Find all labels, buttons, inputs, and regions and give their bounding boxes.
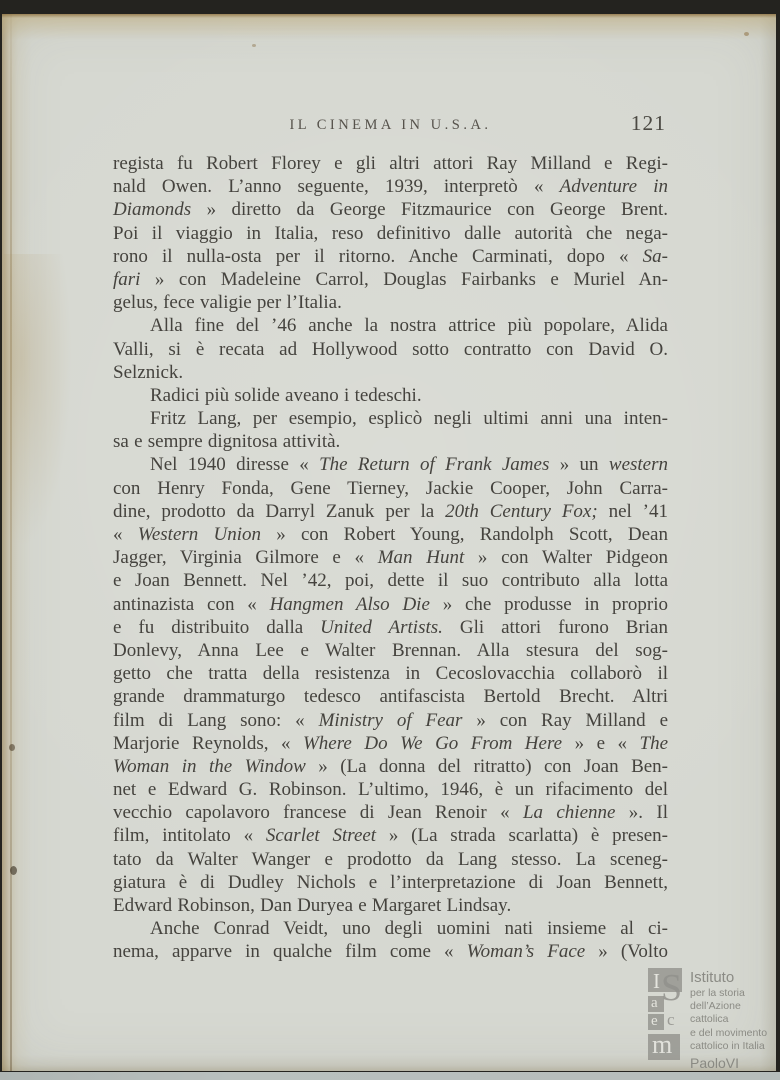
italic-text-segment: Woman’s Face — [466, 941, 586, 963]
text-segment: Nel 1940 diresse « — [150, 454, 320, 476]
text-segment: » con Robert Young, Randolph Scott, Dean — [261, 524, 668, 545]
text-segment: net e Edward G. Robinson. L’ultimo, 1946, è un rifacimento del — [113, 779, 668, 801]
monogram-letter: I — [653, 969, 660, 993]
italic-text-segment: Sa- — [642, 245, 668, 267]
text-segment: » (Volto — [585, 941, 668, 963]
text-segment: con Henry Fonda, Gene Tierney, Jackie Cooper, John Carra- — [113, 477, 668, 499]
text-segment: getto che tratta della resistenza in Cecoslovacchia collaborò il — [113, 663, 668, 685]
italic-text-segment: Adventure in — [559, 176, 669, 198]
text-segment: » e « — [562, 732, 640, 754]
text-line — [113, 709, 668, 732]
text-line — [113, 268, 668, 291]
text-line — [113, 152, 668, 175]
text-segment: ». Il — [615, 802, 669, 824]
text-line — [113, 848, 668, 871]
text-segment: Valli, si è recata ad Hollywood sotto contratto con David O. — [113, 338, 668, 360]
italic-text-segment: Woman in the Window — [113, 755, 306, 777]
text-segment: regista fu Robert Florey e gli altri attori Ray Milland e Regi- — [113, 153, 668, 174]
text-line — [113, 407, 668, 430]
text-segment: nema, apparve in qualche film come « — [113, 941, 467, 963]
watermark-text — [690, 969, 776, 1072]
italic-text-segment: Western Union — [137, 524, 262, 545]
italic-text-segment: Scarlet Street — [265, 825, 377, 847]
italic-text-segment: The — [639, 732, 668, 754]
text-segment: Poi il viaggio in Italia, reso definitivo dalle autorità che nega- — [113, 222, 668, 244]
text-segment: » che produsse in proprio — [429, 593, 668, 615]
text-line — [113, 755, 668, 778]
page-number: 121 — [630, 111, 666, 135]
italic-text-segment: 20th Century Fox; — [445, 500, 598, 522]
watermark-line: Istituto — [690, 969, 735, 986]
monogram-letter: e — [651, 1013, 658, 1029]
text-segment: grande drammaturgo tedesco antifascista Bertold Brecht. Altri — [113, 686, 668, 708]
text-segment: « — [113, 524, 138, 545]
italic-text-segment: United Artists. — [320, 616, 443, 638]
text-line — [113, 894, 668, 917]
text-segment: » con Ray Milland e — [462, 709, 669, 731]
watermark-line: cattolico in Italia — [690, 1039, 765, 1052]
text-line — [113, 778, 668, 801]
text-segment: » con Walter Pidgeon — [464, 547, 669, 569]
page-header — [113, 110, 668, 142]
text-segment: giatura è di Dudley Nichols e l’interpretazione di Joan Bennett, — [113, 871, 668, 893]
paper-speck — [252, 44, 256, 47]
monogram-letter: S — [661, 967, 683, 1009]
text-line — [113, 338, 668, 361]
page-paper — [2, 14, 776, 1071]
monogram-letter: c — [667, 1010, 675, 1029]
text-segment: » (La donna del ritratto) con Joan Ben- — [305, 755, 669, 777]
paper-speck — [10, 866, 17, 875]
text-line — [113, 453, 668, 476]
text-line — [113, 685, 668, 708]
text-segment: e fu distribuito dalla — [113, 616, 321, 638]
text-segment: Fritz Lang, per esempio, esplicò negli ultimi anni una inten- — [150, 408, 668, 430]
text-segment: sa e sempre dignitosa attività. — [113, 431, 341, 453]
text-segment: » con Madeleine Carrol, Douglas Fairbanks e Muriel An- — [140, 268, 668, 290]
monogram-letter: a — [651, 995, 658, 1011]
text-segment: Alla fine del ’46 anche la nostra attrice più popolare, Alida — [150, 315, 668, 337]
text-line — [113, 175, 668, 198]
watermark-line: PaoloVI — [690, 1055, 740, 1072]
paper-speck — [9, 744, 15, 751]
italic-text-segment: Where Do We Go From Here — [302, 732, 563, 754]
text-line — [113, 824, 668, 847]
running-title: IL CINEMA IN U.S.A. — [289, 117, 492, 133]
watermark-line: e del movimento — [690, 1026, 768, 1039]
text-segment: tato da Walter Wanger e prodotto da Lang stesso. La sceneg- — [113, 848, 668, 870]
text-line — [113, 384, 668, 407]
text-segment: Gli attori furono Brian — [442, 616, 668, 638]
text-segment: » un — [549, 454, 609, 476]
text-segment: Radici più solide aveano i tedeschi. — [150, 384, 422, 406]
watermark-line: dell’Azione cattolica — [690, 1000, 741, 1026]
text-block — [113, 152, 668, 964]
text-line — [113, 314, 668, 337]
isacem-monogram — [648, 966, 688, 1072]
scanner-bottom-edge — [0, 1072, 780, 1080]
text-segment: Donlevy, Anna Lee e Walter Brennan. Alla stesura del sog- — [113, 639, 668, 661]
text-line — [113, 546, 668, 569]
text-line — [113, 222, 668, 245]
text-line — [113, 732, 668, 755]
text-line — [113, 430, 668, 453]
italic-text-segment: La chienne — [522, 802, 616, 824]
text-segment: Anche Conrad Veidt, uno degli uomini nati insieme al ci- — [150, 918, 668, 940]
text-segment: antinazista con « — [113, 593, 270, 615]
watermark-line: per la storia — [690, 987, 745, 999]
paper-speck — [744, 32, 749, 36]
text-segment: dine, prodotto da Darryl Zanuk per la — [113, 500, 446, 522]
text-line — [113, 616, 668, 639]
text-segment: rono il nulla-osta per il ritorno. Anche Carminati, dopo « — [113, 245, 643, 267]
italic-text-segment: Diamonds — [113, 199, 192, 221]
text-line — [113, 477, 668, 500]
italic-text-segment: The Return of Frank James — [319, 454, 550, 476]
text-line — [113, 662, 668, 685]
text-segment: Marjorie Reynolds, « — [113, 732, 303, 754]
text-segment: gelus, fece valigie per l’Italia. — [113, 292, 342, 314]
text-segment: e Joan Bennett. Nel ’42, poi, dette il suo contributo alla lotta — [113, 570, 668, 592]
text-segment: Jagger, Virginia Gilmore e « — [113, 547, 378, 569]
italic-text-segment: Man Hunt — [377, 547, 465, 569]
text-line — [113, 500, 668, 523]
text-segment: vecchio capolavoro francese di Jean Renoir « — [113, 802, 523, 824]
text-segment: » diretto da George Fitzmaurice con George Brent. — [191, 199, 668, 221]
italic-text-segment: fari — [113, 268, 141, 290]
text-line — [113, 593, 668, 616]
text-line — [113, 569, 668, 592]
watermark — [648, 966, 776, 1072]
text-line — [113, 801, 668, 824]
text-line — [113, 940, 668, 963]
text-line — [113, 639, 668, 662]
text-line — [113, 917, 668, 940]
text-line — [113, 361, 668, 384]
text-segment: Edward Robinson, Dan Duryea e Margaret Lindsay. — [113, 895, 512, 916]
italic-text-segment: Hangmen Also Die — [269, 593, 430, 615]
text-line — [113, 245, 668, 268]
text-segment: nald Owen. L’anno seguente, 1939, interpretò « — [113, 176, 560, 198]
monogram-letter: m — [652, 1030, 673, 1059]
text-line — [113, 523, 668, 546]
text-segment: nel ’41 — [597, 500, 668, 522]
text-line — [113, 291, 668, 314]
italic-text-segment: western — [608, 454, 668, 476]
text-segment: » (La strada scarlatta) è presen- — [376, 825, 668, 847]
text-segment: film, intitolato « — [113, 825, 266, 847]
paper-stain — [4, 254, 74, 554]
text-segment: Selznick. — [113, 361, 184, 383]
text-line — [113, 871, 668, 894]
text-segment: film di Lang sono: « — [113, 709, 319, 731]
text-line — [113, 198, 668, 221]
italic-text-segment: Ministry of Fear — [318, 709, 463, 731]
